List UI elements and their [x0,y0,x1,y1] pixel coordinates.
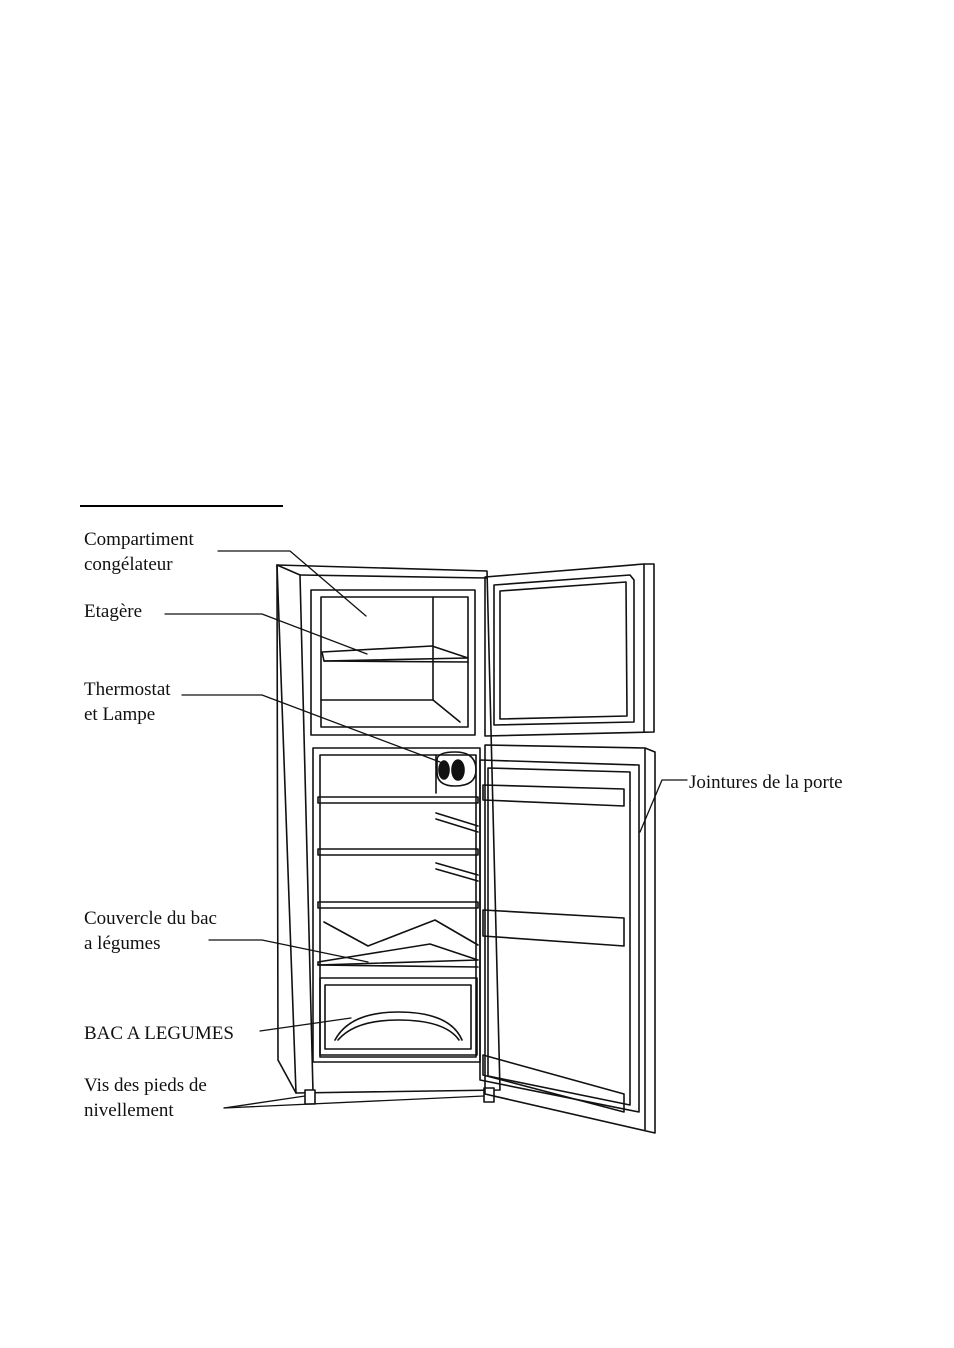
freezer-shelf [322,646,468,662]
label-door-seals: Jointures de la porte [689,772,843,793]
label-feet-line1: Vis des pieds de [84,1075,207,1096]
label-thermostat-line1: Thermostat [84,679,171,700]
leader-shelf [165,614,367,654]
label-crisper-cover-line2: a légumes [84,933,161,954]
label-crisper: BAC A LEGUMES [84,1023,234,1044]
label-freezer-line1: Compartiment [84,529,194,550]
leader-crisper [260,1018,351,1031]
label-thermostat-line2: et Lampe [84,704,156,725]
label-shelf: Etagère [84,601,143,622]
freezer-door [485,564,654,736]
crisper-cover [318,920,478,967]
label-feet-line2: nivellement [84,1100,174,1121]
crisper-drawer [320,978,477,1055]
leader-door-seals [640,780,687,832]
fridge-shelves [318,797,478,908]
leader-freezer [218,551,366,616]
fridge-door [480,745,655,1133]
leader-lines [165,551,687,1108]
label-crisper-cover-line1: Couvercle du bac [84,908,217,929]
thermostat-lamp [437,752,476,786]
label-freezer-line2: congélateur [84,554,173,575]
fridge-compartment [313,748,480,1062]
leader-crisper-cover [209,940,368,962]
